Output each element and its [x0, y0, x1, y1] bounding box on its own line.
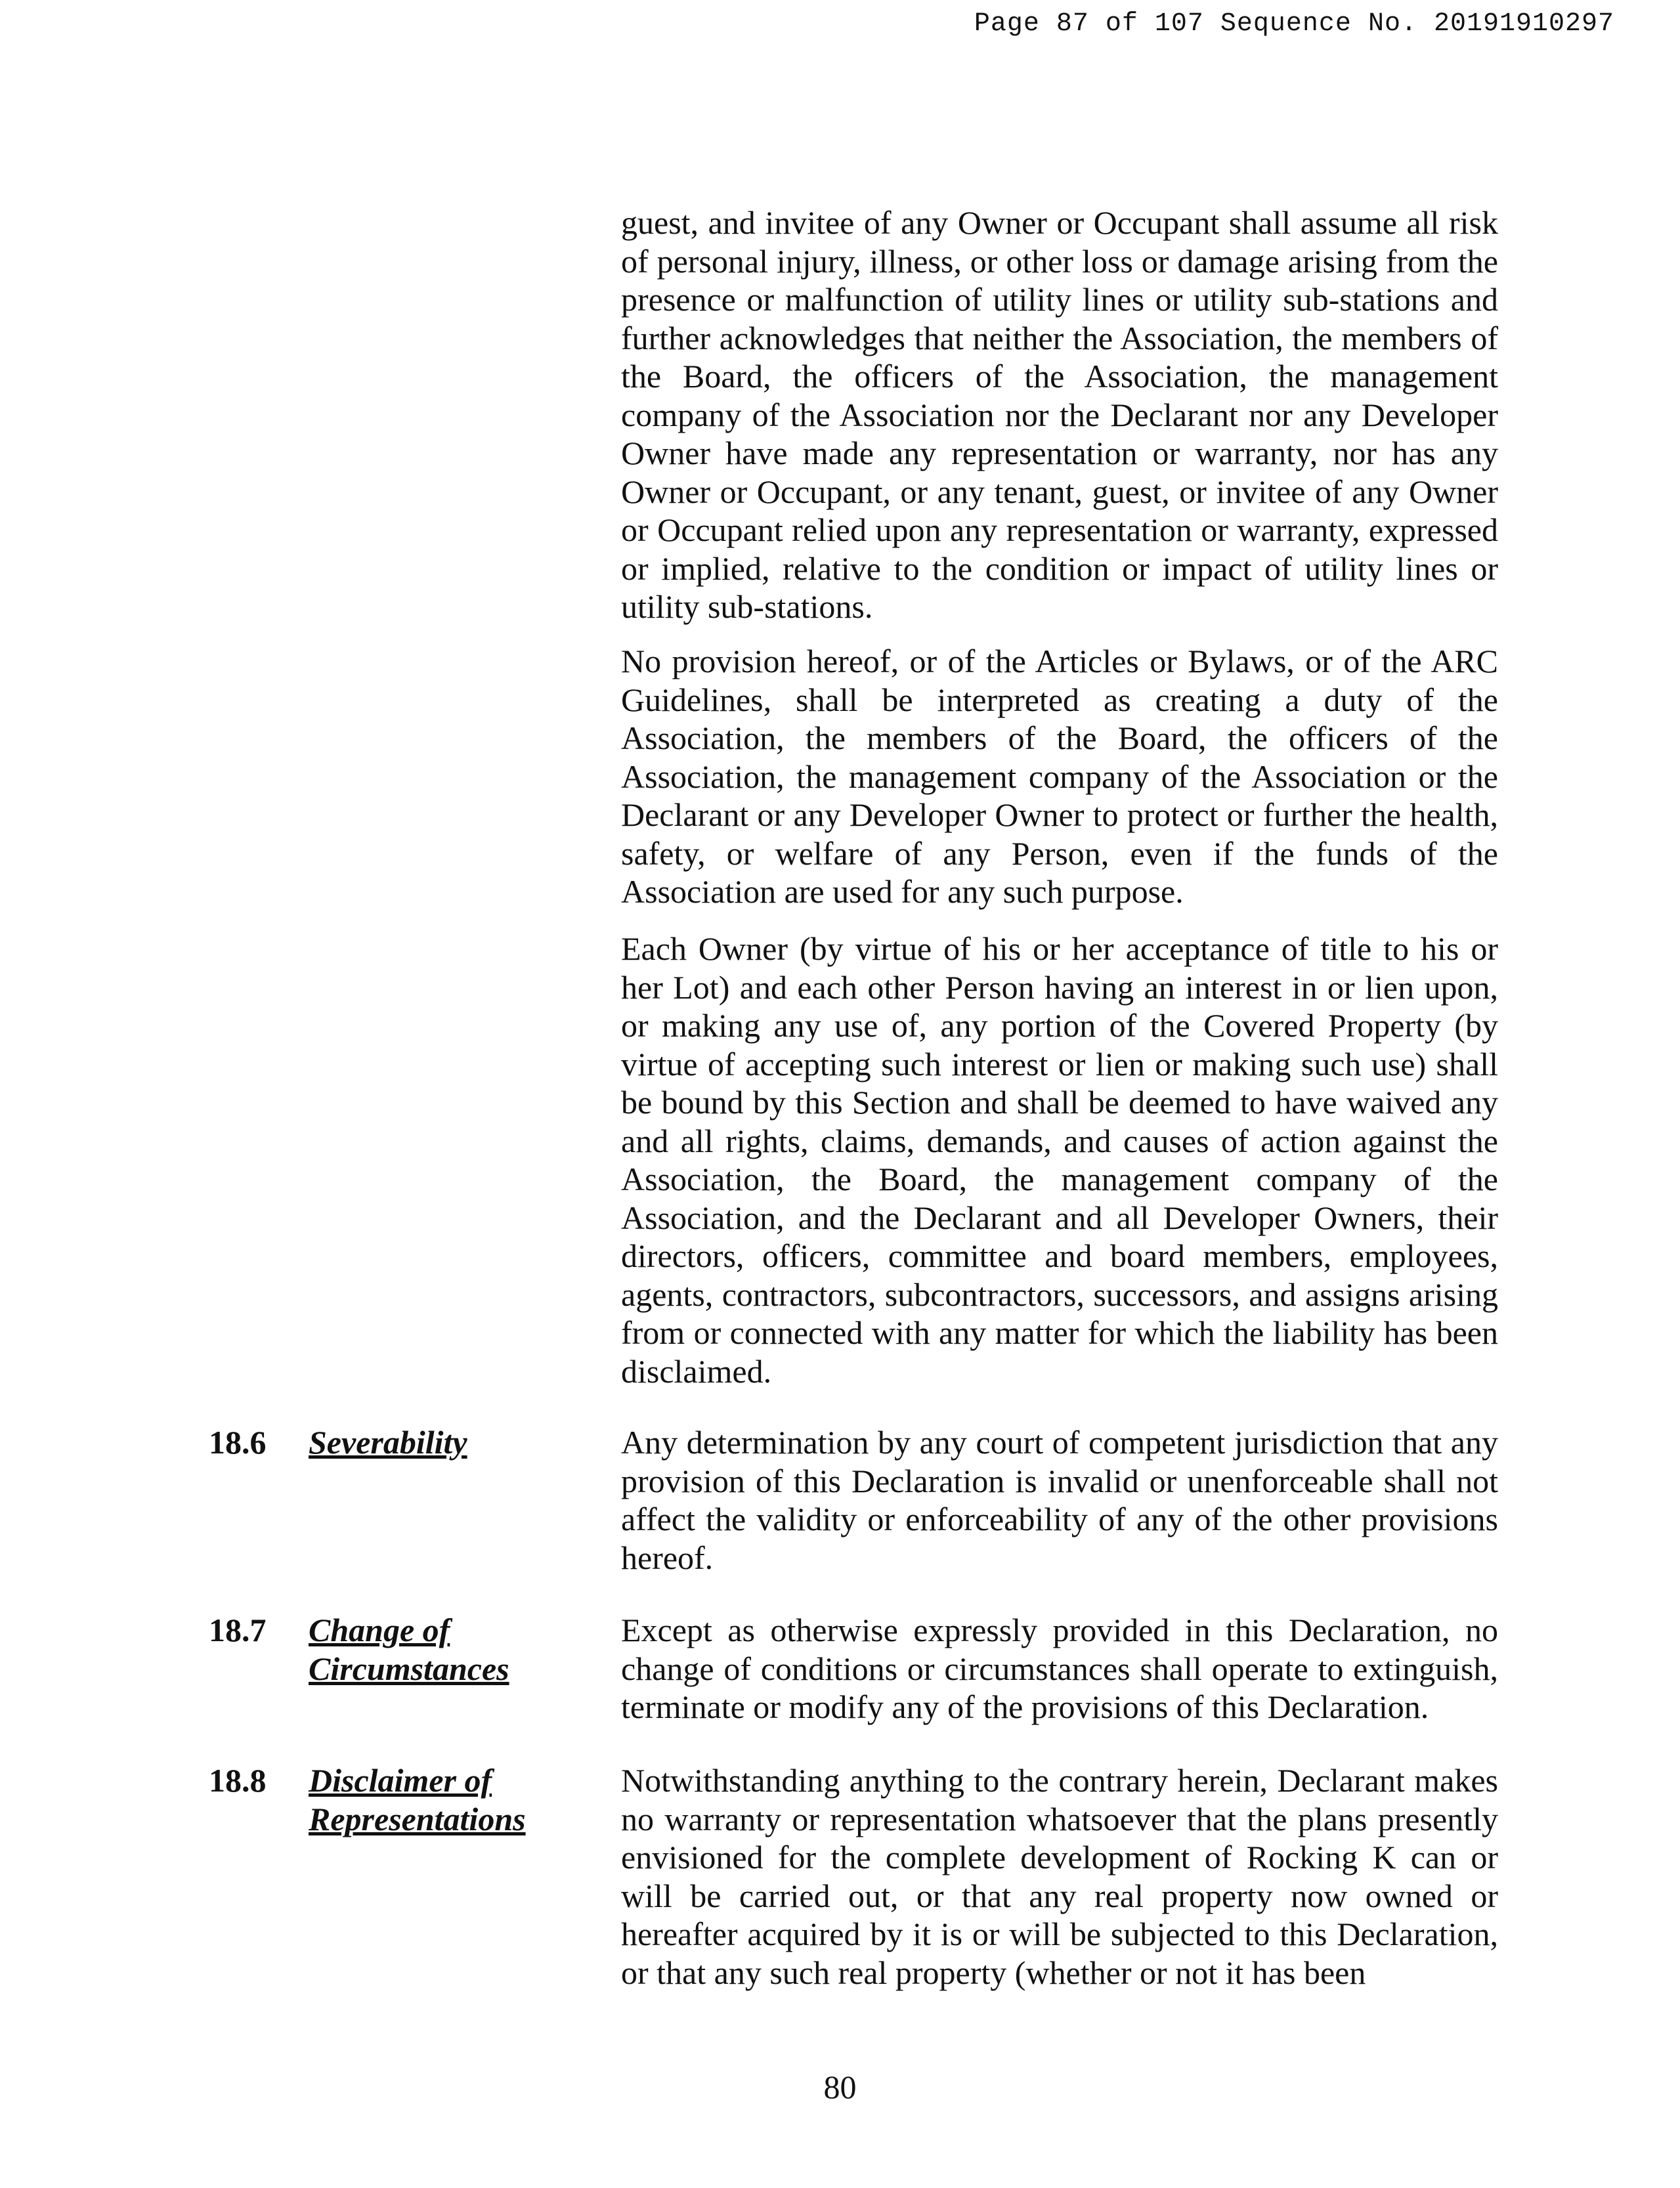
continued-paragraph-utility-risk: [621, 204, 1498, 642]
section-body-disclaimer-of-representations: Notwithstanding anything to the contrary herein, Declarant makes no warranty or representation whatsoever that the plans presently envisioned for the complete development of Rocking K can or will be carried out, or that any real property now owned or hereafter acquired by it is or will be subjected to this Declaration, or that any such real property (whether or not it has been: [621, 1762, 1498, 1991]
section-body-change-of-circumstances: Except as otherwise expressly provided in this Declaration, no change of conditions or circumstances shall operate to extinguish, terminate or modify any of the provisions of this Declaration.: [621, 1612, 1498, 1725]
paragraph-text: Each Owner (by virtue of his or her acceptance of title to his or her Lot) and each other Person having an interest in or lien upon, or making any use of, any portion of the Covered Property (by virtue of accepting such interest or lien or making such use) shall be bound by this Section and shall be deemed to have waived any and all rights, claims, demands, and causes of action against the Association, the Board, the management company of the Association, and the Declarant and all Developer Owners, their directors, officers, committee and board members, employees, agents, contractors, subcontractors, successors, and assigns arising from or connected with any matter for which the liability has been disclaimed.: [621, 930, 1498, 1390]
paragraph-text: No provision hereof, or of the Articles or Bylaws, or of the ARC Guidelines, shall be interpreted as creating a duty of the Association, the members of the Board, the officers of the Association, the management company of the Association or the Declarant or any Developer Owner to protect or further the health, safety, or welfare of any Person, even if the funds of the Association are used for any such purpose.: [621, 643, 1498, 910]
section-number: 18.7: [209, 1612, 267, 1648]
section-title-disclaimer-of-representations: Disclaimer of Representations: [309, 1762, 526, 1837]
paragraph-text: guest, and invitee of any Owner or Occupant shall assume all risk of personal injury, illness, or other loss or damage arising from the presence or malfunction of utility lines or utility sub-stations and further acknowledges that neither the Association, the members of the Board, the officers of the Association, the management company of the Association nor the Declarant nor any Developer Owner have made any representation or warranty, nor has any Owner or Occupant, or any tenant, guest, or invitee of any Owner or Occupant relied upon any representation or warranty, expressed or implied, relative to the condition or impact of utility lines or utility sub-stations.: [621, 204, 1498, 625]
page-sequence-header: Page 87 of 107 Sequence No. 20191910297: [974, 9, 1614, 39]
continued-paragraph-waiver: [621, 930, 1498, 1406]
section-title-severability: Severability: [309, 1424, 467, 1461]
section-number: 18.6: [209, 1424, 267, 1461]
section-body-severability: Any determination by any court of competent jurisdiction that any provision of this Declaration is invalid or unenforceable shall not affect the validity or enforceability of any of the other provisions hereof.: [621, 1424, 1498, 1576]
section-title-change-of-circumstances: Change of Circumstances: [309, 1612, 509, 1687]
page-number: 80: [823, 2069, 857, 2105]
continued-paragraph-no-duty: [621, 642, 1498, 927]
section-number: 18.8: [209, 1762, 267, 1799]
